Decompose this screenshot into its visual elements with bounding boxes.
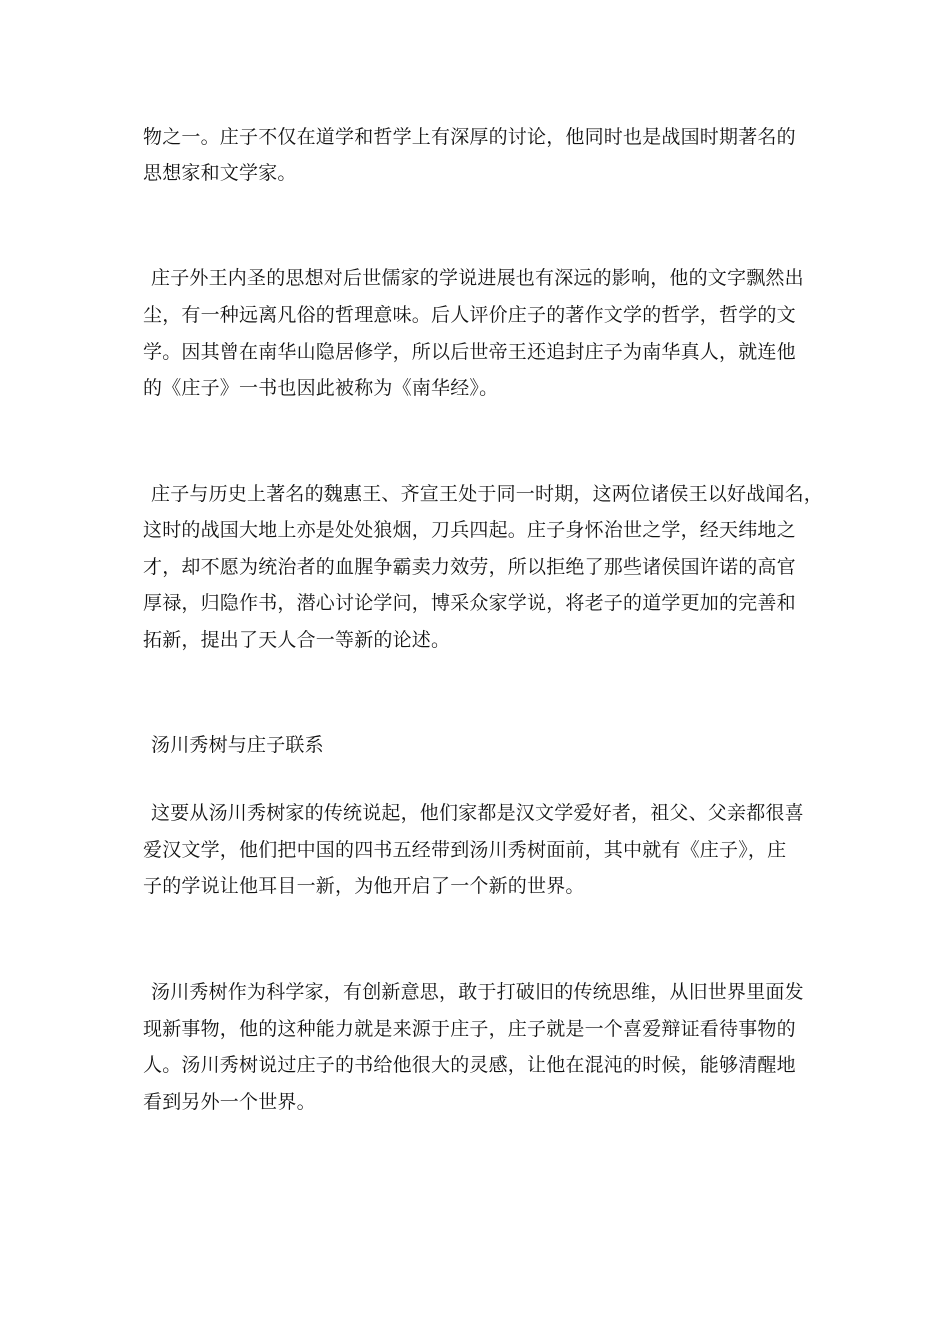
text-line: 现新事物，他的这种能力就是来源于庄子，庄子就是一个喜爱辩证看待事物的 (143, 1018, 796, 1040)
text-line: 物之一。庄子不仅在道学和哲学上有深厚的讨论，他同时也是战国时期著名的 (143, 126, 796, 148)
text-line: 这要从汤川秀树家的传统说起，他们家都是汉文学爱好者，祖父、父亲都很喜 (151, 802, 804, 824)
text-line: 汤川秀树作为科学家，有创新意思，敢于打破旧的传统思维，从旧世界里面发 (151, 981, 804, 1003)
text-line: 庄子与历史上著名的魏惠王、齐宣王处于同一时期，这两位诸侯王以好战闻名， (151, 483, 824, 505)
text-line: 人。汤川秀树说过庄子的书给他很大的灵感，让他在混沌的时候，能够清醒地 (143, 1054, 796, 1076)
text-line: 庄子外王内圣的思想对后世儒家的学说进展也有深远的影响，他的文字飘然出 (151, 267, 804, 289)
text-line: 学。因其曾在南华山隐居修学，所以后世帝王还追封庄子为南华真人，就连他 (143, 341, 796, 363)
text-line: 看到另外一个世界。 (143, 1091, 316, 1113)
text-line: 才，却不愿为统治者的血腥争霸卖力效劳，所以拒绝了那些诸侯国许诺的高官 (143, 556, 796, 578)
text-line: 思想家和文学家。 (143, 162, 297, 184)
section-heading: 汤川秀树与庄子联系 (151, 734, 324, 756)
text-line: 爱汉文学，他们把中国的四书五经带到汤川秀树面前，其中就有《庄子》，庄 (143, 839, 787, 861)
text-line: 厚禄，归隐作书，潜心讨论学问，博采众家学说，将老子的道学更加的完善和 (143, 592, 796, 614)
text-line: 这时的战国大地上亦是处处狼烟，刀兵四起。庄子身怀治世之学，经天纬地之 (143, 519, 796, 541)
text-line: 尘，有一种远离凡俗的哲理意味。后人评价庄子的著作文学的哲学，哲学的文 (143, 304, 796, 326)
text-line: 子的学说让他耳目一新，为他开启了一个新的世界。 (143, 875, 585, 897)
text-line: 的《庄子》一书也因此被称为《南华经》。 (143, 377, 499, 399)
text-line: 拓新，提出了天人合一等新的论述。 (143, 629, 451, 651)
